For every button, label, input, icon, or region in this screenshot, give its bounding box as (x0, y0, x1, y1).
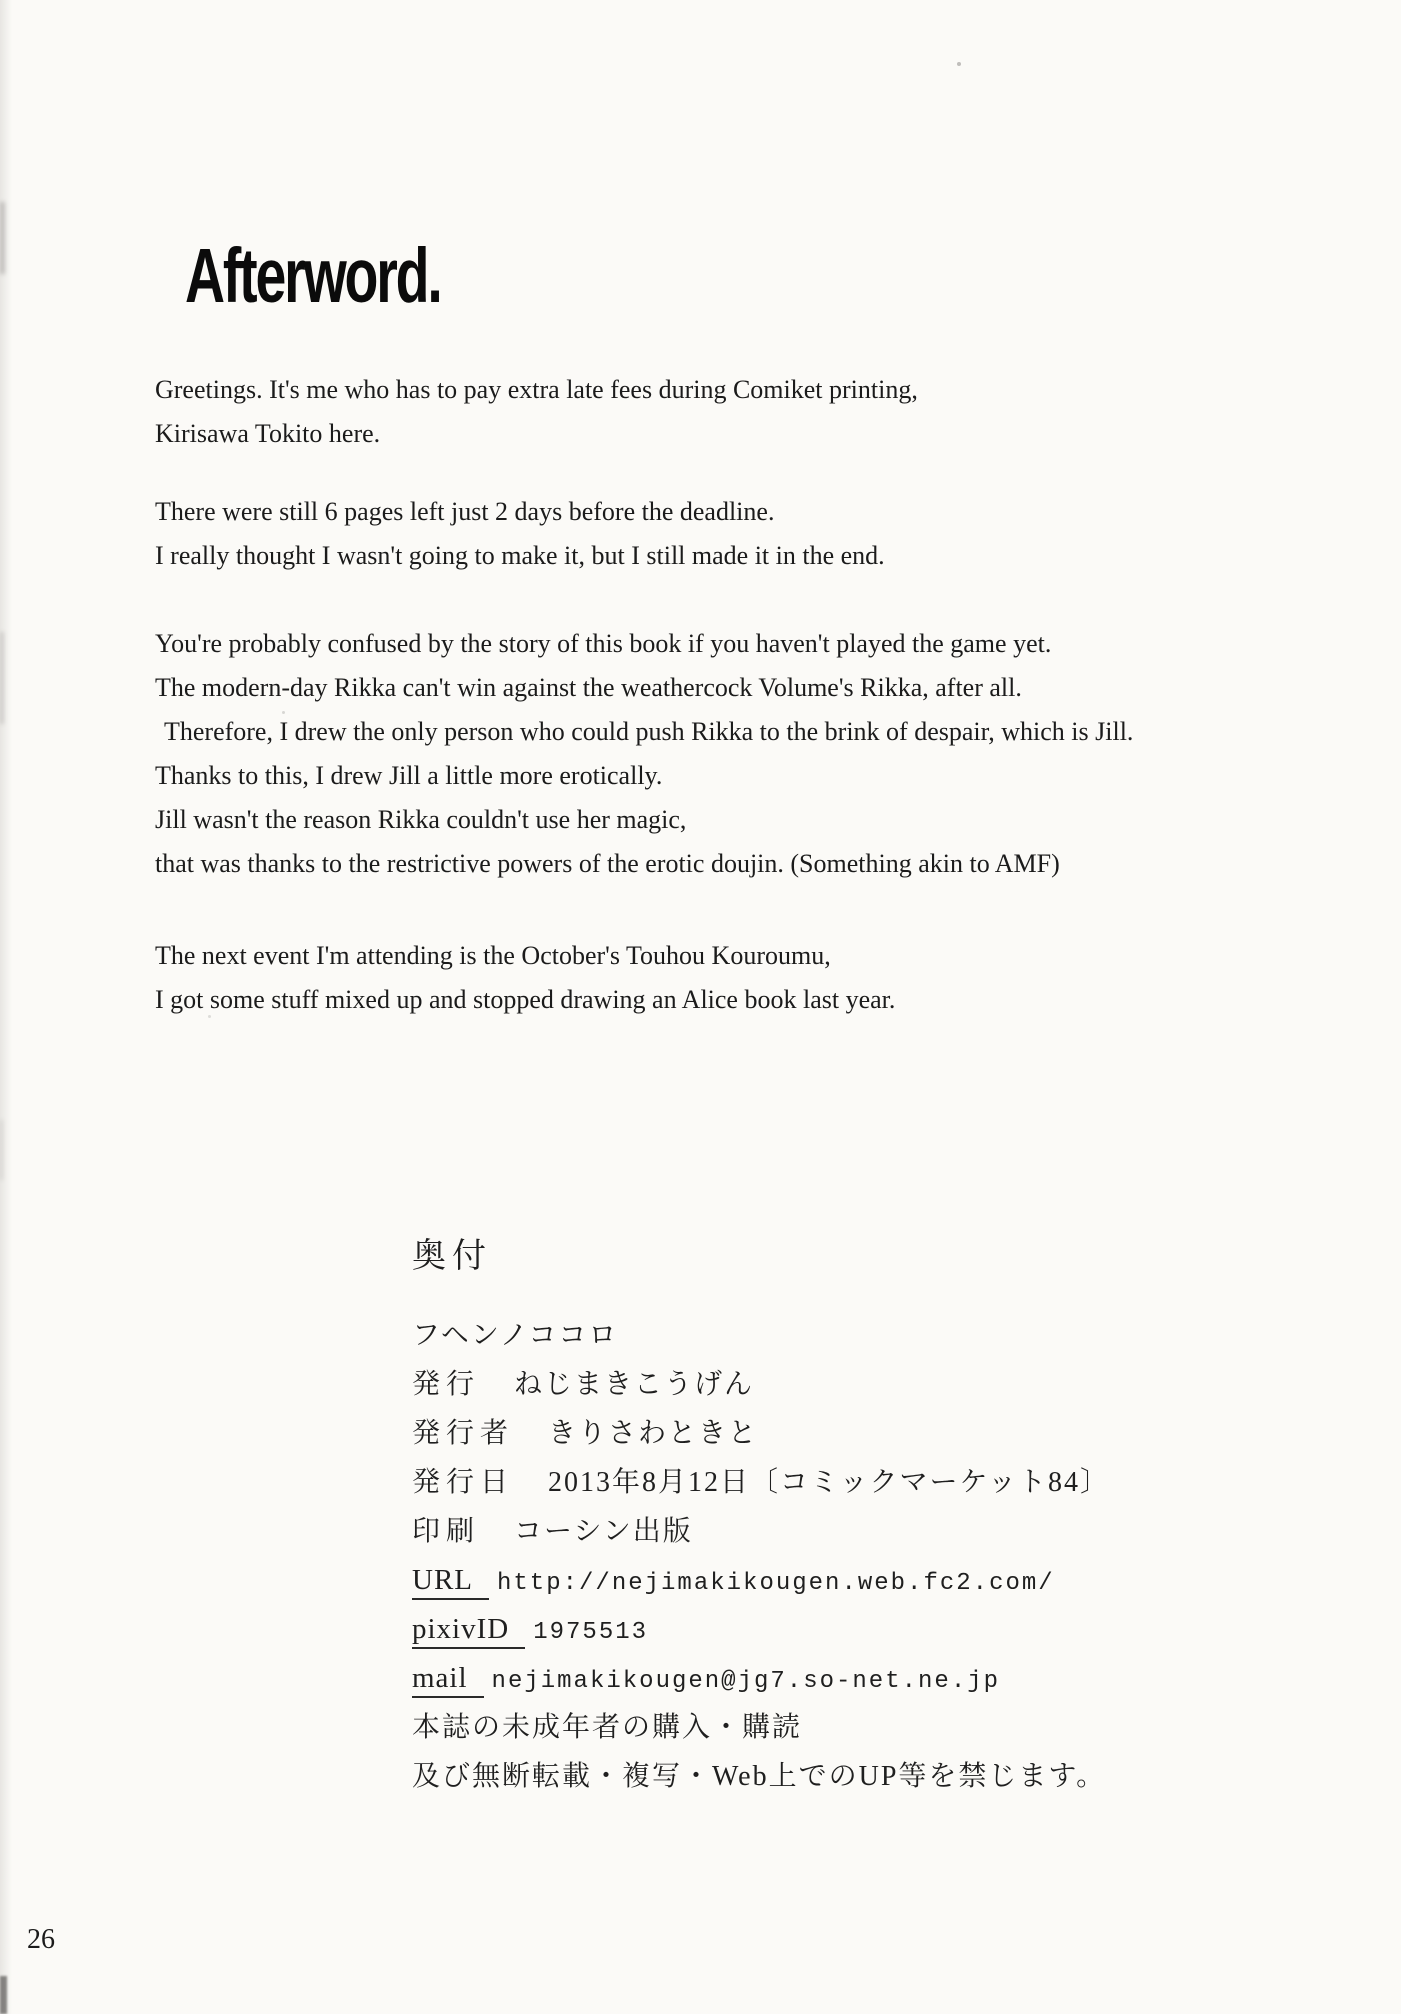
scan-smudge (0, 1120, 3, 1180)
author-label: 発行者 (412, 1418, 515, 1449)
printer-label: 印刷 (412, 1516, 481, 1547)
scan-speck (957, 62, 961, 66)
colophon-heading: 奥付 (412, 1238, 492, 1275)
notice-text-1: 本誌の未成年者の購入・購読 (412, 1712, 803, 1743)
colophon-notice-line-2 (412, 1752, 1110, 1801)
colophon-printer-line (412, 1507, 1110, 1556)
afterword-paragraph-2 (155, 490, 885, 578)
afterword-line: The modern-day Rikka can't win against the weathercock Volume's Rikka, after all. (155, 673, 1022, 702)
afterword-line: There were still 6 pages left just 2 days before the deadline. (155, 497, 775, 526)
afterword-line: Kirisawa Tokito here. (155, 419, 381, 448)
colophon-notice-line-1 (412, 1703, 1110, 1752)
publisher-label: 発行 (412, 1369, 481, 1400)
afterword-line: that was thanks to the restrictive powers of the erotic doujin. (Something akin to AMF) (155, 849, 1060, 878)
colophon-date-line (412, 1458, 1110, 1507)
afterword-line: Therefore, I drew the only person who could push Rikka to the brink of despair, which is Jill. (164, 717, 1134, 746)
afterword-line: The next event I'm attending is the October's Touhou Kouroumu, (155, 941, 831, 970)
afterword-paragraph-1 (155, 368, 918, 456)
scan-edge-shading (0, 0, 12, 2014)
colophon-mail-line (412, 1654, 1110, 1703)
date-label: 発行日 (412, 1467, 515, 1498)
afterword-line: I really thought I wasn't going to make it, but I still made it in the end. (155, 541, 885, 570)
pixiv-id-value: 1975513 (533, 1619, 649, 1646)
colophon-author-line (412, 1409, 1110, 1458)
page-title: Afterword. (185, 233, 441, 319)
colophon-block (412, 1228, 1110, 1801)
afterword-line: I got some stuff mixed up and stopped drawing an Alice book last year. (155, 985, 896, 1014)
url-label: URL (412, 1564, 489, 1600)
afterword-line: Jill wasn't the reason Rikka couldn't use her magic, (155, 805, 687, 834)
afterword-paragraph-3 (155, 622, 1133, 886)
scan-smudge (0, 202, 5, 274)
notice-text-2: 及び無断転載・複写・Web上でのUP等を禁じます。 (412, 1761, 1107, 1792)
mail-value: nejimakikougen@jg7.so-net.ne.jp (491, 1668, 1001, 1695)
pixiv-id-label: pixivID (412, 1613, 525, 1649)
afterword-paragraph-4 (155, 934, 895, 1022)
afterword-line: Greetings. It's me who has to pay extra late fees during Comiket printing, (155, 375, 918, 404)
colophon-series-title (412, 1311, 1110, 1360)
publisher-value: ねじまきこうげん (514, 1369, 755, 1400)
printer-value: コーシン出版 (514, 1516, 693, 1547)
colophon-pixiv-line (412, 1605, 1110, 1654)
scan-smudge (0, 632, 4, 724)
colophon-url-line (412, 1556, 1110, 1605)
series-title-text: フヘンノココロ (412, 1320, 619, 1351)
page-number: 26 (27, 1924, 55, 1955)
afterword-line: You're probably confused by the story of this book if you haven't played the game yet. (155, 629, 1052, 658)
scan-corner-mark (0, 1976, 7, 2014)
mail-label: mail (412, 1662, 484, 1698)
date-value: 2013年8月12日〔コミックマーケット84〕 (548, 1467, 1111, 1498)
afterword-line: Thanks to this, I drew Jill a little more erotically. (155, 761, 663, 790)
url-value: http://nejimakikougen.web.fc2.com/ (497, 1570, 1055, 1597)
colophon-publisher-line (412, 1360, 1110, 1409)
author-value: きりさわときと (548, 1418, 759, 1449)
